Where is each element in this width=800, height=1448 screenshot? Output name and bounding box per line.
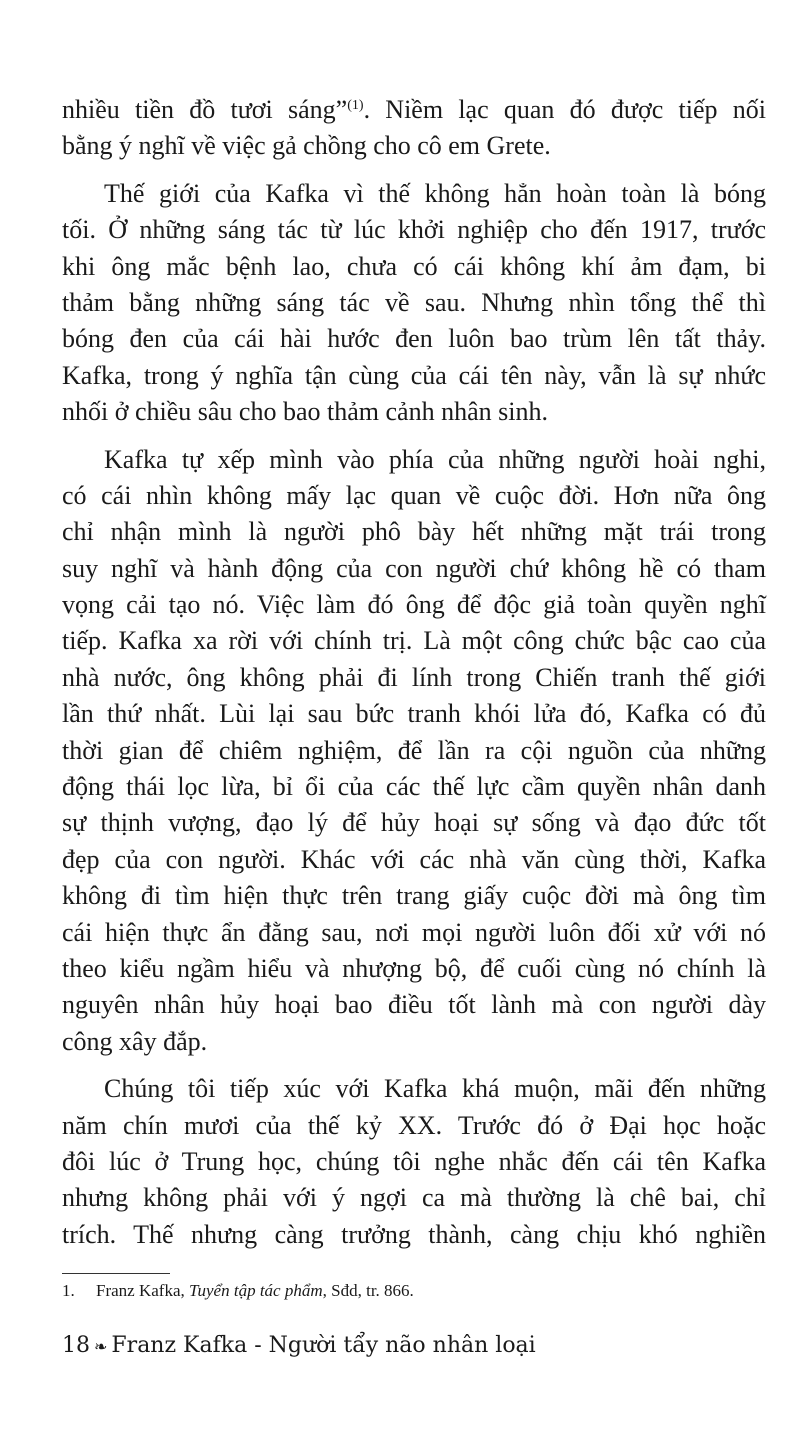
text-line: nhiều tiền đồ tươi sáng”$^{(1)}$. Niềm lạc quan đó được tiếp nối <box>62 95 766 124</box>
ornament-icon: ❧ <box>94 1337 108 1356</box>
text-line: suy nghĩ và hành động của con người chứ không hề có tham <box>62 553 766 583</box>
paragraph <box>62 442 766 1061</box>
text-line: Thế giới của Kafka vì thế không hẳn hoàn toàn là bóng <box>104 178 766 208</box>
footnote-ref[interactable]: (1) <box>347 98 364 113</box>
body-text <box>62 92 766 1264</box>
page-footer <box>62 1333 536 1358</box>
text-line: công xây đắp. <box>62 1026 208 1056</box>
text-line: sự thịnh vượng, đạo lý để hủy hoại sự sống và đạo đức tốt <box>62 808 766 838</box>
text-line: có cái nhìn không mấy lạc quan về cuộc đời. Hơn nữa ông <box>62 480 766 510</box>
text-line: nhối ở chiều sâu cho bao thảm cảnh nhân sinh. <box>62 397 548 427</box>
text-line: lần thứ nhất. Lùi lại sau bức tranh khói lửa đó, Kafka có đủ <box>62 699 766 729</box>
footnote: 1. Franz Kafka, Tuyển tập tác phẩm, Sđd, tr. 866. <box>62 1281 414 1300</box>
page-number: 18 <box>62 1333 90 1358</box>
text-line: cái hiện thực ẩn đằng sau, nơi mọi người luôn đối xử với nó <box>62 917 766 947</box>
paragraph <box>62 176 766 431</box>
text-line: nhưng không phải với ý ngợi ca mà thường là chê bai, chỉ <box>62 1183 766 1213</box>
text-line: nguyên nhân hủy hoại bao điều tốt lành mà con người dày <box>62 990 766 1020</box>
text-line: tối. Ở những sáng tác từ lúc khởi nghiệp cho đến 1917, trước <box>62 215 766 245</box>
text-line: bóng đen của cái hài hước đen luôn bao trùm lên tất thảy. <box>62 324 766 354</box>
text-line: trích. Thế nhưng càng trưởng thành, càng chịu khó nghiền <box>62 1219 766 1249</box>
paragraph <box>62 1071 766 1253</box>
text-line: Kafka, trong ý nghĩa tận cùng của cái tên này, vẫn là sự nhức <box>62 360 766 390</box>
text-line: thảm bằng những sáng tác về sau. Nhưng nhìn tổng thể thì <box>62 287 766 317</box>
footnote-divider <box>62 1273 170 1274</box>
text-line: đẹp của con người. Khác với các nhà văn cùng thời, Kafka <box>62 844 766 874</box>
text-line: đôi lúc ở Trung học, chúng tôi nghe nhắc đến cái tên Kafka <box>62 1146 766 1176</box>
text-line: chỉ nhận mình là người phô bày hết những mặt trái trong <box>62 517 766 547</box>
paragraph <box>62 92 766 165</box>
text-line: năm chín mươi của thế kỷ XX. Trước đó ở Đại học hoặc <box>62 1110 766 1140</box>
text-line: bằng ý nghĩ về việc gả chồng cho cô em Grete. <box>62 131 551 161</box>
text-line: nhà nước, ông không phải đi lính trong Chiến tranh thế giới <box>62 662 766 692</box>
text-line: động thái lọc lừa, bỉ ổi của các thế lực cầm quyền nhân danh <box>62 772 766 802</box>
text-line: tiếp. Kafka xa rời với chính trị. Là một công chức bậc cao của <box>62 626 766 656</box>
text-line: Kafka tự xếp mình vào phía của những người hoài nghi, <box>104 444 766 474</box>
text-line: khi ông mắc bệnh lao, chưa có cái không khí ảm đạm, bi <box>62 251 766 281</box>
running-title: Franz Kafka - Người tẩy não nhân loại <box>111 1333 536 1358</box>
text-line: không đi tìm hiện thực trên trang giấy cuộc đời mà ông tìm <box>62 881 766 911</box>
text-line: thời gian để chiêm nghiệm, để lần ra cội nguồn của những <box>62 735 766 765</box>
text-line: Chúng tôi tiếp xúc với Kafka khá muộn, mãi đến những <box>104 1074 766 1104</box>
text-line: vọng cải tạo nó. Việc làm đó ông để độc giả toàn quyền nghĩ <box>62 590 766 620</box>
text-line: theo kiểu ngầm hiểu và nhượng bộ, để cuối cùng nó chính là <box>62 953 766 983</box>
